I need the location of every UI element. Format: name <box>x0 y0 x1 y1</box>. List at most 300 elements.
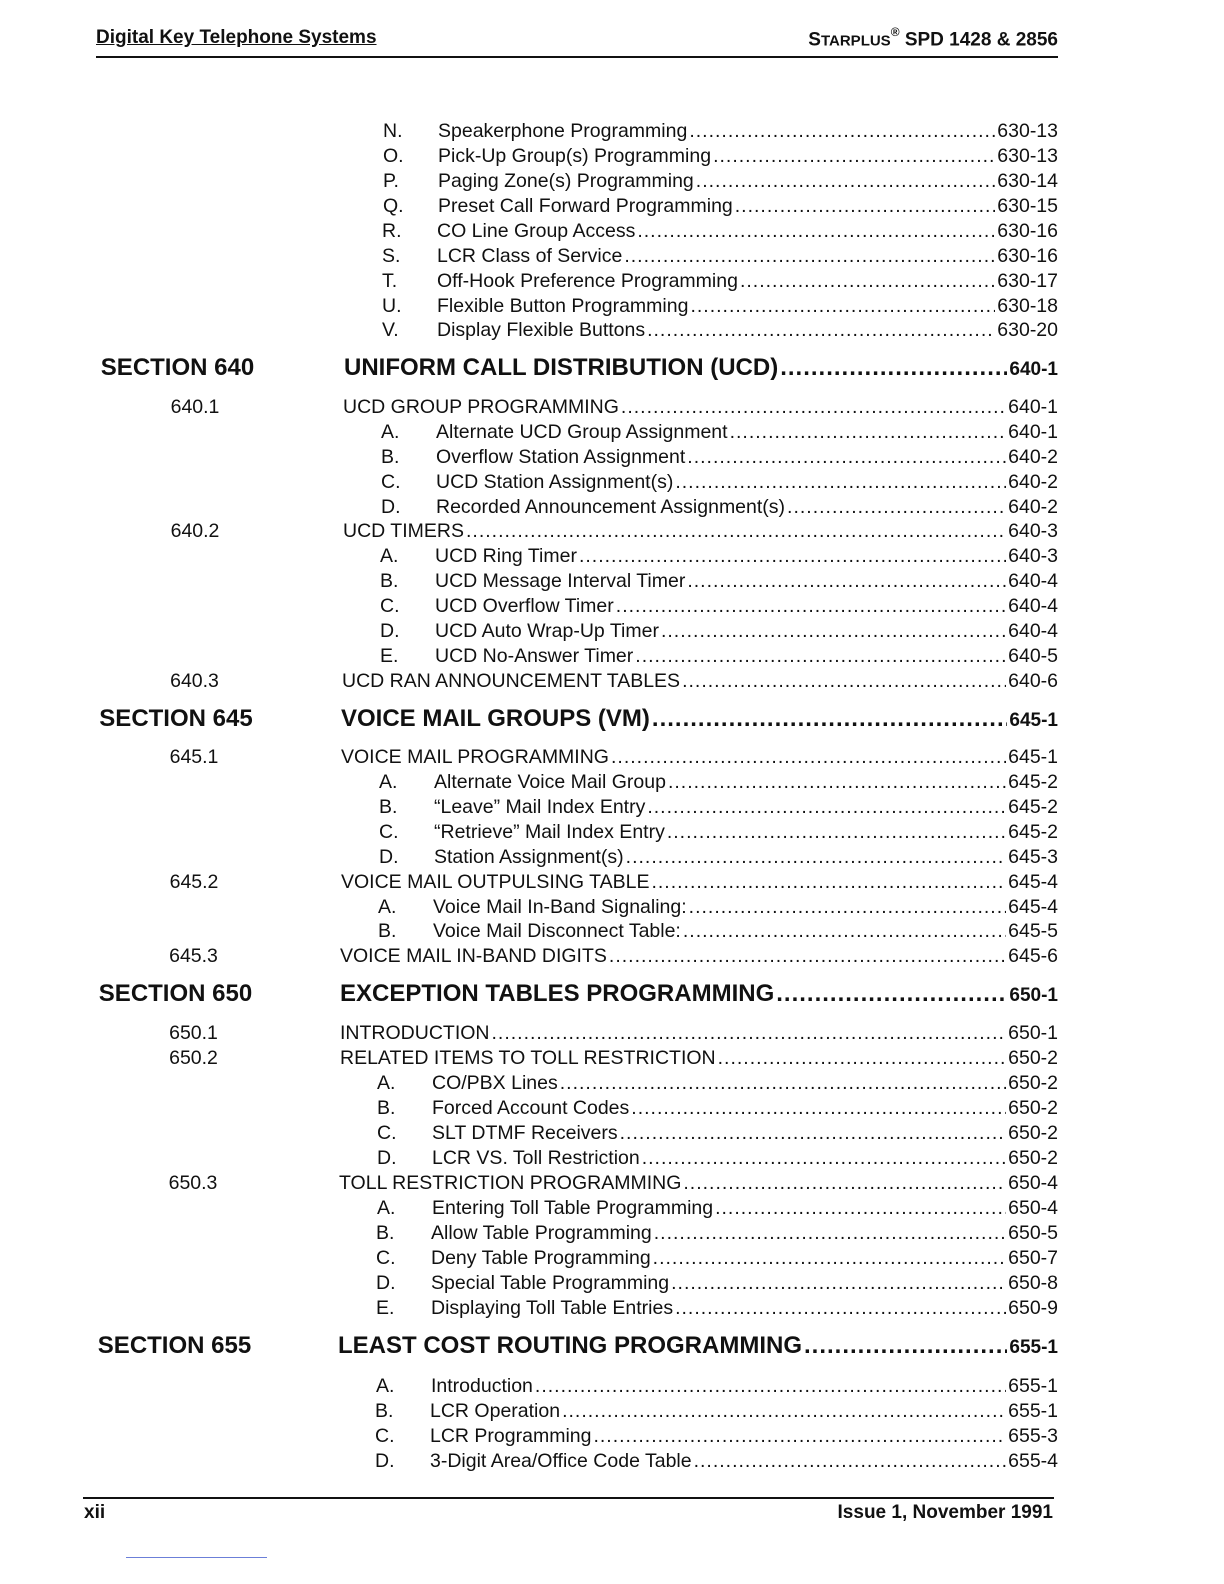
item-letter: A. <box>377 1072 396 1094</box>
page-reference: 645-2 <box>1008 821 1058 843</box>
dot-leader <box>696 169 996 193</box>
page-reference: 640-4 <box>1008 620 1058 642</box>
item-letter: A. <box>380 545 399 567</box>
dot-leader <box>661 619 1006 643</box>
dot-leader <box>776 978 1007 1010</box>
toc-entry[interactable] <box>344 352 1058 386</box>
toc-entry[interactable] <box>434 820 1058 844</box>
item-letter: D. <box>376 1272 396 1294</box>
item-letter: D. <box>381 496 401 518</box>
toc-subsection-row <box>0 944 1224 968</box>
dot-leader <box>671 1271 1006 1295</box>
toc-entry[interactable] <box>435 619 1058 643</box>
page-reference: 655-1 <box>1009 1337 1058 1358</box>
entry-title: INTRODUCTION <box>340 1022 490 1044</box>
page-reference: 630-16 <box>997 220 1058 242</box>
dot-leader <box>730 420 1007 444</box>
dot-leader <box>466 519 1006 543</box>
entry-title: UCD RAN ANNOUNCEMENT TABLES <box>342 670 681 692</box>
dot-leader <box>642 1146 1006 1170</box>
toc-entry[interactable] <box>437 244 1058 268</box>
dot-leader <box>626 845 1006 869</box>
entry-title: Voice Mail Disconnect Table: <box>433 920 681 942</box>
page-reference: 640-4 <box>1008 595 1058 617</box>
page-reference: 650-2 <box>1008 1147 1058 1169</box>
item-letter: B. <box>378 920 397 942</box>
item-letter: P. <box>383 170 399 192</box>
dot-leader <box>631 1096 1006 1120</box>
toc-subsection-row <box>0 1171 1224 1195</box>
toc-entry[interactable] <box>436 420 1058 444</box>
section-number: SECTION 650 <box>98 980 253 1007</box>
toc-entry[interactable] <box>432 1146 1058 1170</box>
entry-title: Displaying Toll Table Entries <box>431 1297 674 1319</box>
toc-entry[interactable] <box>435 594 1058 618</box>
toc-item-row <box>0 795 1224 819</box>
toc-item-row <box>0 845 1224 869</box>
entry-title: CO Line Group Access <box>437 220 636 242</box>
header-title: Digital Key Telephone Systems <box>96 27 377 48</box>
entry-title: UCD Message Interval Timer <box>435 570 686 592</box>
entry-title: Alternate Voice Mail Group <box>434 771 666 793</box>
toc-item-row <box>0 1096 1224 1120</box>
page-reference: 650-4 <box>1008 1172 1058 1194</box>
dot-leader <box>689 895 1006 919</box>
item-letter: C. <box>379 821 399 843</box>
entry-title: UCD GROUP PROGRAMMING <box>343 396 619 418</box>
entry-title: UNIFORM CALL DISTRIBUTION (UCD) <box>344 354 779 381</box>
toc-entry[interactable] <box>435 644 1058 668</box>
entry-title: UCD Overflow Timer <box>435 595 614 617</box>
toc-entry[interactable] <box>437 269 1058 293</box>
item-letter: A. <box>379 771 398 793</box>
toc-item-row <box>0 644 1224 668</box>
page-reference: 650-1 <box>1009 985 1058 1006</box>
item-letter: Q. <box>383 195 404 217</box>
toc-entry[interactable] <box>338 1330 1058 1364</box>
entry-title: Allow Table Programming <box>431 1222 652 1244</box>
entry-title: Deny Table Programming <box>431 1247 651 1269</box>
entry-title: Speakerphone Programming <box>438 120 688 142</box>
dot-leader <box>690 294 995 318</box>
entry-title: 3-Digit Area/Office Code Table <box>430 1450 692 1472</box>
dot-leader <box>560 1071 1006 1095</box>
toc-entry[interactable] <box>432 1096 1058 1120</box>
section-number: SECTION 645 <box>99 705 253 732</box>
entry-title: Overflow Station Assignment <box>436 446 686 468</box>
item-letter: E. <box>376 1297 395 1319</box>
entry-title: UCD Station Assignment(s) <box>436 471 674 493</box>
toc-item-row <box>0 169 1224 193</box>
entry-title: EXCEPTION TABLES PROGRAMMING <box>340 980 775 1007</box>
toc-item-row <box>0 294 1224 318</box>
page-reference: 650-2 <box>1008 1072 1058 1094</box>
entry-title: Alternate UCD Group Assignment <box>436 421 728 443</box>
toc-entry[interactable] <box>432 1121 1058 1145</box>
toc-subsection-row <box>0 395 1224 419</box>
page-reference: 650-8 <box>1008 1272 1058 1294</box>
toc-item-row <box>0 594 1224 618</box>
dot-leader <box>780 352 1007 384</box>
section-number: SECTION 640 <box>100 354 255 381</box>
entry-title: VOICE MAIL PROGRAMMING <box>341 746 609 768</box>
toc-entry[interactable] <box>432 1071 1058 1095</box>
toc-subsection-row <box>0 870 1224 894</box>
item-letter: C. <box>377 1122 397 1144</box>
page-reference: 650-7 <box>1008 1247 1058 1269</box>
page-reference: 650-2 <box>1008 1097 1058 1119</box>
item-letter: B. <box>375 1400 394 1422</box>
dot-leader <box>562 1399 1006 1423</box>
dot-leader <box>687 569 1006 593</box>
dot-leader <box>611 745 1006 769</box>
entry-title: LCR VS. Toll Restriction <box>432 1147 640 1169</box>
page-reference: 640-2 <box>1008 496 1058 518</box>
page-reference: 645-5 <box>1008 920 1058 942</box>
entry-title: LCR Class of Service <box>437 245 623 267</box>
toc-section-row <box>0 352 1224 384</box>
entry-title: VOICE MAIL GROUPS (VM) <box>341 705 650 732</box>
item-letter: S. <box>382 245 401 267</box>
dot-leader <box>683 919 1006 943</box>
item-letter: D. <box>375 1450 395 1472</box>
dot-leader <box>787 495 1006 519</box>
item-letter: V. <box>382 319 399 341</box>
entry-title: Introduction <box>431 1375 533 1397</box>
page-reference: 640-1 <box>1008 396 1058 418</box>
toc-entry[interactable] <box>340 978 1058 1012</box>
toc-entry[interactable] <box>343 519 1058 543</box>
dot-leader <box>652 703 1007 735</box>
page-reference: 640-3 <box>1008 520 1058 542</box>
entry-title: UCD Auto Wrap-Up Timer <box>435 620 659 642</box>
dot-leader <box>740 269 995 293</box>
entry-title: Display Flexible Buttons <box>437 319 646 341</box>
item-letter: C. <box>375 1425 395 1447</box>
toc-subsection-row <box>0 1021 1224 1045</box>
page-reference: 640-5 <box>1008 645 1058 667</box>
dot-leader <box>621 395 1006 419</box>
section-number: SECTION 655 <box>97 1332 252 1359</box>
dot-leader <box>667 820 1006 844</box>
page-reference: 630-15 <box>997 195 1058 217</box>
toc-item-row <box>0 1296 1224 1320</box>
dot-leader <box>715 1196 1006 1220</box>
header-product <box>808 27 1058 51</box>
dot-leader <box>635 644 1006 668</box>
dot-leader <box>689 119 995 143</box>
dot-leader <box>579 544 1006 568</box>
toc-entry[interactable] <box>339 1171 1058 1195</box>
item-letter: B. <box>380 570 399 592</box>
toc-section-row <box>0 978 1224 1010</box>
entry-title: VOICE MAIL IN-BAND DIGITS <box>340 945 607 967</box>
subsection-number: 650.2 <box>169 1047 218 1069</box>
entry-title: UCD No-Answer Timer <box>435 645 634 667</box>
item-letter: D. <box>380 620 400 642</box>
item-letter: C. <box>376 1247 396 1269</box>
toc-entry[interactable] <box>340 1021 1058 1045</box>
toc-item-row <box>0 445 1224 469</box>
entry-title: Off-Hook Preference Programming <box>437 270 738 292</box>
issue-date: Issue 1, November 1991 <box>837 1502 1053 1523</box>
toc-item-row <box>0 1449 1224 1473</box>
page-reference: 640-2 <box>1008 446 1058 468</box>
page-reference: 645-4 <box>1008 871 1058 893</box>
dot-leader <box>609 944 1006 968</box>
page-reference: 630-18 <box>997 295 1058 317</box>
item-letter: T. <box>382 270 398 292</box>
item-letter: E. <box>380 645 399 667</box>
toc-item-row <box>0 919 1224 943</box>
footer-rule <box>83 1497 1054 1499</box>
entry-title: Station Assignment(s) <box>434 846 624 868</box>
dot-leader <box>647 795 1006 819</box>
toc-entry[interactable] <box>431 1271 1058 1295</box>
toc-entry[interactable] <box>438 144 1058 168</box>
entry-title: UCD TIMERS <box>343 520 464 542</box>
page-reference: 655-4 <box>1008 1450 1058 1472</box>
toc-item-row <box>0 619 1224 643</box>
page-reference: 640-3 <box>1008 545 1058 567</box>
dot-leader <box>804 1330 1007 1362</box>
toc-entry[interactable] <box>437 219 1058 243</box>
toc-item-row <box>0 470 1224 494</box>
entry-title: Flexible Button Programming <box>437 295 689 317</box>
header-product-name: TARPLUS <box>820 32 891 50</box>
page-reference: 645-1 <box>1009 710 1058 731</box>
toc-item-row <box>0 1071 1224 1095</box>
item-letter: D. <box>377 1147 397 1169</box>
page-reference: 640-4 <box>1008 570 1058 592</box>
page-reference: 630-14 <box>997 170 1058 192</box>
entry-title: VOICE MAIL OUTPULSING TABLE <box>341 871 650 893</box>
toc-subsection-row <box>0 1046 1224 1070</box>
page-reference: 655-1 <box>1008 1400 1058 1422</box>
entry-title: Entering Toll Table Programming <box>432 1197 714 1219</box>
subsection-number: 640.2 <box>170 520 220 542</box>
toc-entry[interactable] <box>433 919 1058 943</box>
item-letter: R. <box>382 220 402 242</box>
toc-entry[interactable] <box>431 1374 1058 1398</box>
dot-leader <box>624 244 995 268</box>
item-letter: B. <box>379 796 398 818</box>
toc-entry[interactable] <box>430 1399 1058 1423</box>
dot-leader <box>683 1171 1006 1195</box>
toc-entry[interactable] <box>431 1246 1058 1270</box>
toc-entry[interactable] <box>438 169 1058 193</box>
dot-leader <box>718 1046 1006 1070</box>
toc-item-row <box>0 318 1224 342</box>
subsection-number: 645.2 <box>169 871 219 893</box>
item-letter: A. <box>381 421 400 443</box>
dot-leader <box>653 1246 1006 1270</box>
entry-title: LEAST COST ROUTING PROGRAMMING <box>338 1332 802 1359</box>
page-reference: 645-2 <box>1008 771 1058 793</box>
toc-item-row <box>0 895 1224 919</box>
subsection-number: 645.1 <box>169 746 219 768</box>
page-reference: 650-5 <box>1008 1222 1058 1244</box>
toc-entry[interactable] <box>430 1424 1058 1448</box>
toc-entry[interactable] <box>438 194 1058 218</box>
toc-section-row <box>0 703 1224 735</box>
toc-item-row <box>0 1146 1224 1170</box>
toc-item-row <box>0 119 1224 143</box>
dot-leader <box>687 445 1006 469</box>
dot-leader <box>651 870 1006 894</box>
page-reference: 630-13 <box>997 120 1058 142</box>
toc-item-row <box>0 244 1224 268</box>
item-letter: A. <box>376 1375 395 1397</box>
page-reference: 640-6 <box>1008 670 1058 692</box>
item-letter: A. <box>378 896 397 918</box>
toc-entry[interactable] <box>343 395 1058 419</box>
toc-entry[interactable] <box>435 544 1058 568</box>
page-reference: 645-2 <box>1008 796 1058 818</box>
toc-subsection-row <box>0 669 1224 693</box>
toc-entry[interactable] <box>430 1449 1058 1473</box>
entry-title: UCD Ring Timer <box>435 545 577 567</box>
dot-leader <box>654 1221 1006 1245</box>
toc-item-row <box>0 770 1224 794</box>
page-reference: 630-20 <box>997 319 1058 341</box>
dot-leader <box>637 219 995 243</box>
toc-item-row <box>0 820 1224 844</box>
item-letter: C. <box>381 471 401 493</box>
toc-entry[interactable] <box>436 470 1058 494</box>
entry-title: Special Table Programming <box>431 1272 670 1294</box>
toc-entry[interactable] <box>341 745 1058 769</box>
toc-item-row <box>0 1246 1224 1270</box>
entry-title: CO/PBX Lines <box>432 1072 558 1094</box>
page-number: xii <box>84 1502 106 1523</box>
toc-item-row <box>0 1196 1224 1220</box>
toc-entry[interactable] <box>435 569 1058 593</box>
toc-entry[interactable] <box>340 1046 1058 1070</box>
toc-entry[interactable] <box>437 318 1058 342</box>
entry-title: Forced Account Codes <box>432 1097 630 1119</box>
subsection-number: 640.3 <box>170 670 219 692</box>
toc-entry[interactable] <box>437 294 1058 318</box>
page-reference: 650-2 <box>1008 1047 1058 1069</box>
subsection-number: 645.3 <box>169 945 218 967</box>
toc-entry[interactable] <box>434 795 1058 819</box>
item-letter: A. <box>377 1197 396 1219</box>
toc-item-row <box>0 569 1224 593</box>
page-reference: 640-1 <box>1008 421 1058 443</box>
item-letter: U. <box>382 295 402 317</box>
page-reference: 640-2 <box>1008 471 1058 493</box>
toc-entry[interactable] <box>434 770 1058 794</box>
page-reference: 645-6 <box>1008 945 1058 967</box>
dot-leader <box>616 594 1006 618</box>
page-reference: 645-4 <box>1008 896 1058 918</box>
dot-leader <box>735 194 996 218</box>
toc-entry[interactable] <box>438 119 1058 143</box>
item-letter: C. <box>380 595 400 617</box>
header-rule <box>96 56 1058 58</box>
page-reference: 645-1 <box>1008 746 1058 768</box>
subsection-number: 650.3 <box>168 1172 218 1194</box>
entry-title: Voice Mail In-Band Signaling: <box>433 896 687 918</box>
toc-entry[interactable] <box>431 1221 1058 1245</box>
dot-leader <box>647 318 995 342</box>
toc-entry[interactable] <box>340 944 1058 968</box>
item-letter: N. <box>383 120 403 142</box>
dot-leader <box>668 770 1006 794</box>
page-reference: 650-1 <box>1008 1022 1058 1044</box>
page-reference: 630-17 <box>997 270 1058 292</box>
toc-item-row <box>0 1374 1224 1398</box>
entry-title: Recorded Announcement Assignment(s) <box>436 496 786 518</box>
entry-title: SLT DTMF Receivers <box>432 1122 618 1144</box>
item-letter: B. <box>376 1222 395 1244</box>
toc-item-row <box>0 144 1224 168</box>
toc-entry[interactable] <box>434 845 1058 869</box>
item-letter: D. <box>379 846 399 868</box>
toc-item-row <box>0 1399 1224 1423</box>
toc-entry[interactable] <box>433 895 1058 919</box>
entry-title: TOLL RESTRICTION PROGRAMMING <box>339 1172 682 1194</box>
dot-leader <box>694 1449 1007 1473</box>
registered-mark: ® <box>890 25 900 39</box>
entry-title: LCR Programming <box>430 1425 592 1447</box>
entry-title: Pick-Up Group(s) Programming <box>438 145 712 167</box>
toc-item-row <box>0 1121 1224 1145</box>
toc-item-row <box>0 1221 1224 1245</box>
page-reference: 640-1 <box>1009 359 1058 380</box>
dot-leader <box>675 1296 1006 1320</box>
item-letter: B. <box>377 1097 396 1119</box>
toc-entry[interactable] <box>436 495 1058 519</box>
toc-entry[interactable] <box>431 1296 1058 1320</box>
toc-entry[interactable] <box>341 870 1058 894</box>
dot-leader <box>675 470 1006 494</box>
toc-item-row <box>0 1424 1224 1448</box>
header-model: SPD 1428 & 2856 <box>904 29 1058 51</box>
entry-title: Preset Call Forward Programming <box>438 195 733 217</box>
header-product-initial: S <box>808 29 821 51</box>
dot-leader <box>593 1424 1006 1448</box>
toc-entry[interactable] <box>341 703 1058 737</box>
dot-leader <box>713 144 995 168</box>
item-letter: B. <box>381 446 400 468</box>
dot-leader <box>535 1374 1006 1398</box>
toc-subsection-row <box>0 745 1224 769</box>
subsection-number: 640.1 <box>170 396 220 418</box>
subsection-number: 650.1 <box>169 1022 218 1044</box>
page-header <box>96 27 1058 55</box>
toc-section-row <box>0 1330 1224 1362</box>
entry-title: Paging Zone(s) Programming <box>438 170 694 192</box>
toc-item-row <box>0 194 1224 218</box>
toc-entry[interactable] <box>432 1196 1058 1220</box>
entry-title: “Retrieve” Mail Index Entry <box>434 821 665 843</box>
toc-item-row <box>0 420 1224 444</box>
page-reference: 655-1 <box>1008 1375 1058 1397</box>
dot-leader <box>682 669 1006 693</box>
blue-underline-mark <box>126 1557 267 1558</box>
toc-entry[interactable] <box>436 445 1058 469</box>
entry-title: LCR Operation <box>430 1400 561 1422</box>
toc-entry[interactable] <box>342 669 1058 693</box>
page-reference: 645-3 <box>1008 846 1058 868</box>
toc-item-row <box>0 269 1224 293</box>
entry-title: “Leave” Mail Index Entry <box>434 796 646 818</box>
toc-item-row <box>0 1271 1224 1295</box>
toc-subsection-row <box>0 519 1224 543</box>
item-letter: O. <box>383 145 404 167</box>
